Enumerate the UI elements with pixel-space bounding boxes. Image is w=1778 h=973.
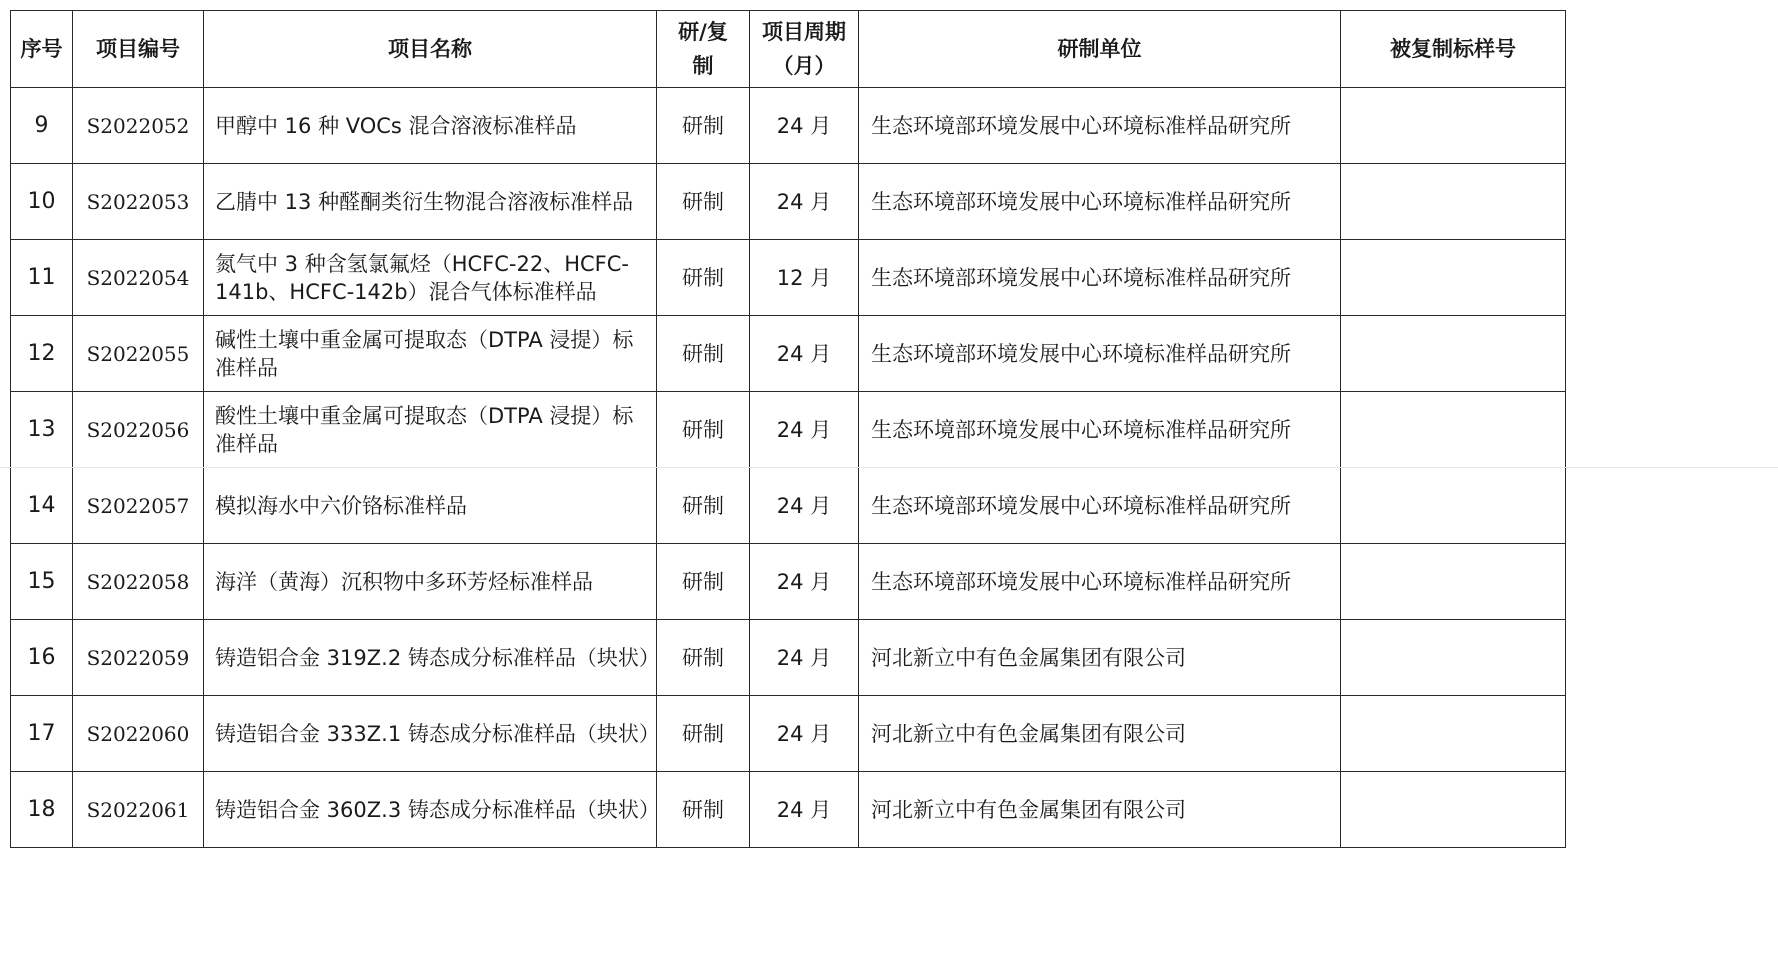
table-row (11, 164, 1566, 240)
header-type-line1: 研/复 (678, 20, 728, 44)
row-period: 24 月 (750, 544, 859, 620)
row-type: 研制 (657, 696, 750, 772)
row-no: 15 (11, 544, 73, 620)
header-copied: 被复制标样号 (1341, 11, 1566, 88)
row-no: 14 (11, 468, 73, 544)
header-type (657, 11, 750, 88)
header-type-line2: 制 (692, 54, 714, 78)
header-period-line1: 项目周期 (762, 20, 846, 44)
row-no: 16 (11, 620, 73, 696)
header-code: 项目编号 (73, 11, 204, 88)
row-no: 18 (11, 772, 73, 848)
row-code: S2022055 (73, 316, 204, 392)
table-header-row (11, 11, 1566, 88)
row-code: S2022058 (73, 544, 204, 620)
row-org: 生态环境部环境发展中心环境标准样品研究所 (859, 392, 1341, 468)
row-period: 24 月 (750, 392, 859, 468)
table-row (11, 772, 1566, 848)
row-period: 24 月 (750, 316, 859, 392)
row-period: 24 月 (750, 772, 859, 848)
row-no: 17 (11, 696, 73, 772)
row-code: S2022056 (73, 392, 204, 468)
row-copied (1341, 620, 1566, 696)
row-copied (1341, 88, 1566, 164)
row-code: S2022061 (73, 772, 204, 848)
row-type: 研制 (657, 392, 750, 468)
row-type: 研制 (657, 88, 750, 164)
header-no: 序号 (11, 11, 73, 88)
row-type: 研制 (657, 468, 750, 544)
row-name: 酸性土壤中重金属可提取态（DTPA 浸提）标准样品 (204, 392, 657, 468)
row-no: 10 (11, 164, 73, 240)
table-row (11, 544, 1566, 620)
row-org: 生态环境部环境发展中心环境标准样品研究所 (859, 468, 1341, 544)
row-no: 11 (11, 240, 73, 316)
row-name: 模拟海水中六价铬标准样品 (204, 468, 657, 544)
row-org: 河北新立中有色金属集团有限公司 (859, 772, 1341, 848)
row-name: 甲醇中 16 种 VOCs 混合溶液标准样品 (204, 88, 657, 164)
header-period-line2: （月） (772, 54, 836, 78)
row-period: 24 月 (750, 468, 859, 544)
row-org: 生态环境部环境发展中心环境标准样品研究所 (859, 88, 1341, 164)
row-copied (1341, 544, 1566, 620)
row-type: 研制 (657, 316, 750, 392)
row-code: S2022053 (73, 164, 204, 240)
row-no: 12 (11, 316, 73, 392)
row-copied (1341, 164, 1566, 240)
row-type: 研制 (657, 772, 750, 848)
row-name: 碱性土壤中重金属可提取态（DTPA 浸提）标准样品 (204, 316, 657, 392)
table-row (11, 240, 1566, 316)
row-copied (1341, 468, 1566, 544)
row-org: 河北新立中有色金属集团有限公司 (859, 696, 1341, 772)
table-row (11, 88, 1566, 164)
row-type: 研制 (657, 240, 750, 316)
row-code: S2022052 (73, 88, 204, 164)
row-name: 铸造铝合金 333Z.1 铸态成分标准样品（块状） (204, 696, 657, 772)
header-name: 项目名称 (204, 11, 657, 88)
row-code: S2022057 (73, 468, 204, 544)
row-no: 9 (11, 88, 73, 164)
row-org: 生态环境部环境发展中心环境标准样品研究所 (859, 164, 1341, 240)
row-period: 12 月 (750, 240, 859, 316)
row-code: S2022059 (73, 620, 204, 696)
row-type: 研制 (657, 620, 750, 696)
row-period: 24 月 (750, 164, 859, 240)
row-code: S2022054 (73, 240, 204, 316)
row-type: 研制 (657, 544, 750, 620)
row-period: 24 月 (750, 696, 859, 772)
row-org: 生态环境部环境发展中心环境标准样品研究所 (859, 240, 1341, 316)
table-row (11, 316, 1566, 392)
table-row (11, 696, 1566, 772)
row-name: 海洋（黄海）沉积物中多环芳烃标准样品 (204, 544, 657, 620)
row-copied (1341, 316, 1566, 392)
row-copied (1341, 392, 1566, 468)
row-type: 研制 (657, 164, 750, 240)
row-copied (1341, 240, 1566, 316)
row-no: 13 (11, 392, 73, 468)
table-row (11, 468, 1566, 544)
row-org: 生态环境部环境发展中心环境标准样品研究所 (859, 544, 1341, 620)
row-copied (1341, 696, 1566, 772)
row-code: S2022060 (73, 696, 204, 772)
table-row (11, 392, 1566, 468)
row-period: 24 月 (750, 88, 859, 164)
project-table (10, 10, 1566, 848)
row-org: 河北新立中有色金属集团有限公司 (859, 620, 1341, 696)
row-name: 氮气中 3 种含氢氯氟烃（HCFC-22、HCFC-141b、HCFC-142b）混合气体标准样品 (204, 240, 657, 316)
header-period (750, 11, 859, 88)
header-org: 研制单位 (859, 11, 1341, 88)
row-name: 铸造铝合金 360Z.3 铸态成分标准样品（块状） (204, 772, 657, 848)
row-copied (1341, 772, 1566, 848)
table-row (11, 620, 1566, 696)
row-name: 乙腈中 13 种醛酮类衍生物混合溶液标准样品 (204, 164, 657, 240)
project-table-sheet (10, 10, 1565, 848)
row-name: 铸造铝合金 319Z.2 铸态成分标准样品（块状） (204, 620, 657, 696)
row-period: 24 月 (750, 620, 859, 696)
row-org: 生态环境部环境发展中心环境标准样品研究所 (859, 316, 1341, 392)
